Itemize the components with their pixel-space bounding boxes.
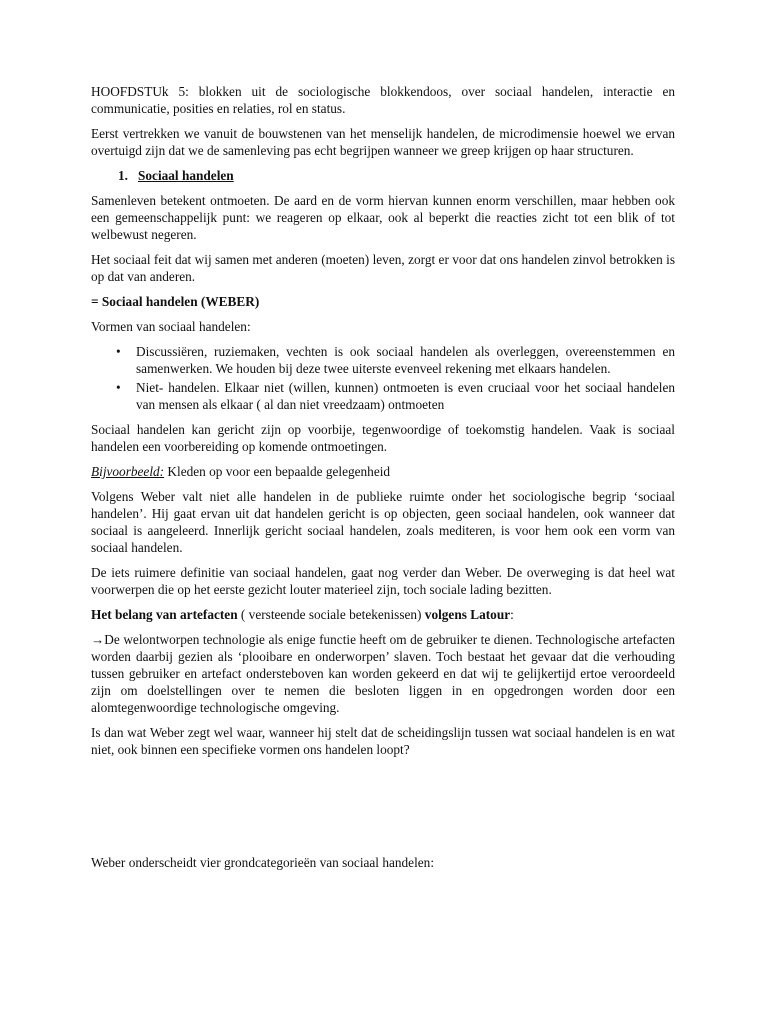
artefacten-middle: ( versteende sociale betekenissen) — [237, 607, 425, 622]
paragraph-final: Weber onderscheidt vier grondcategorieën van sociaal handelen: — [91, 855, 435, 870]
artefacten-bold-end: volgens Latour — [424, 607, 511, 622]
paragraph-samenleven: Samenleven betekent ontmoeten. De aard en de vorm hiervan kunnen enorm verschillen, maar hebben ook een gemeenschappelijk punt: we reageren op elkaar, ook al beperkt die reacties zicht tot een blik of tot welbewust negeren. — [91, 193, 675, 242]
example-line — [91, 463, 675, 480]
weber-heading: = Sociaal handelen (WEBER) — [91, 294, 260, 309]
document-page — [91, 83, 675, 879]
artefacten-colon: : — [510, 607, 514, 622]
vormen-label: Vormen van sociaal handelen: — [91, 319, 251, 334]
bullet-icon: • — [116, 380, 121, 395]
paragraph-question: Is dan wat Weber zegt wel waar, wanneer hij stelt dat de scheidingslijn tussen wat sociaal handelen is en wat niet, ook binnen een specifieke vormen ons handelen loopt? — [91, 725, 675, 757]
section-title: Sociaal handelen — [138, 168, 234, 183]
paragraph-ruimere: De iets ruimere definitie van sociaal handelen, gaat nog verder dan Weber. De overweging is dat heel wat voorwerpen die op het eerste gezicht louter materieel zijn, toch sociale lading bezitten. — [91, 565, 675, 597]
artefacten-bold-start: Het belang van artefacten — [91, 607, 238, 622]
blank-space — [91, 766, 675, 854]
list-item — [91, 343, 675, 377]
paragraph-gericht: Sociaal handelen kan gericht zijn op voorbije, tegenwoordige of toekomstig handelen. Vaak is sociaal handelen een voorbereiding op komende ontmoetingen. — [91, 422, 675, 454]
section-heading — [91, 167, 675, 184]
intro-paragraph: Eerst vertrekken we vanuit de bouwstenen van het menselijk handelen, de microdimensie hoewel we ervan overtuigd zijn dat we de samenleving pas echt begrijpen wanneer we greep krijgen op haar structuren. — [91, 126, 675, 158]
paragraph-weber-ruimte: Volgens Weber valt niet alle handelen in de publieke ruimte onder het sociologische begrip ‘sociaal handelen’. Hij gaat ervan uit dat handelen gericht is op objecten, geen sociaal handelen, ook wanneer dat sociaal is aangeleerd. Innerlijk gericht sociaal handelen, zoals mediteren, is voor hem ook een vorm van sociaal handelen. — [91, 489, 675, 555]
artefacten-heading — [91, 606, 675, 623]
bullet-list — [91, 343, 675, 413]
arrow-icon: → — [91, 632, 105, 647]
example-text: Kleden op voor een bepaalde gelegenheid — [164, 464, 391, 479]
paragraph-latour-text: De welontworpen technologie als enige functie heeft om de gebruiker te dienen. Technologische artefacten worden daarbij gezien als ‘plooibare en onderworpen’ slaven. Toch bestaat het gevaar dat die verhouding tussen gebruiker en artefact ondersteboven kan worden gekeerd en dat wij te gelijkertijd ertoe veroordeeld zijn om doelstellingen over te nemen die besloten liggen in en opgedrongen worden door een alomtegenwoordige technologische omgeving. — [91, 632, 675, 715]
list-item — [91, 379, 675, 413]
section-number: 1. — [118, 168, 128, 183]
bullet-icon: • — [116, 344, 121, 359]
chapter-title: HOOFDSTUk 5: blokken uit de sociologische blokkendoos, over sociaal handelen, interactie en communicatie, posities en relaties, rol en status. — [91, 84, 675, 116]
example-label: Bijvoorbeeld: — [91, 464, 165, 479]
paragraph-latour — [91, 631, 675, 716]
list-item-text: Niet- handelen. Elkaar niet (willen, kunnen) ontmoeten is even cruciaal voor het sociaal handelen van mensen als elkaar ( al dan niet vreedzaam) ontmoeten — [136, 380, 675, 412]
list-item-text: Discussiëren, ruziemaken, vechten is ook sociaal handelen als overleggen, overeenstemmen en samenwerken. We houden bij deze twee uiterste evenveel rekening met elkaars handelen. — [136, 344, 675, 376]
paragraph-sociaal-feit: Het sociaal feit dat wij samen met anderen (moeten) leven, zorgt er voor dat ons handelen zinvol betrokken is op dat van anderen. — [91, 252, 675, 284]
